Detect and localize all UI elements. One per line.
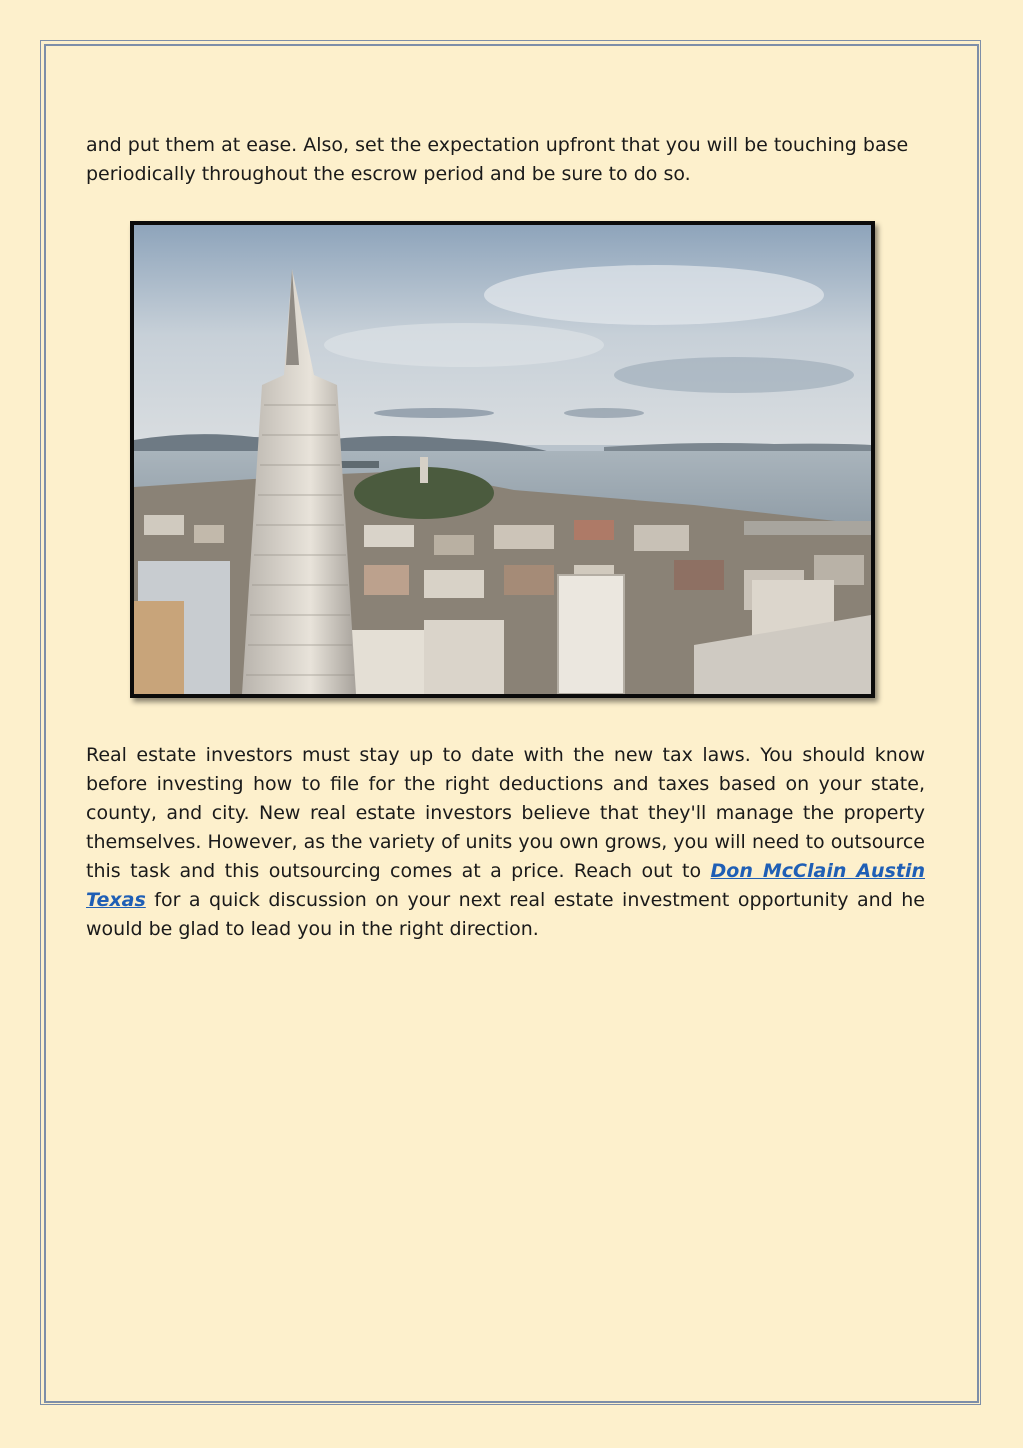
city-skyline-photo xyxy=(130,221,875,698)
paragraph-investors xyxy=(86,741,925,944)
don-mcclain-link[interactable]: Don McClain Austin Texas xyxy=(86,860,926,911)
paragraph-intro: and put them at ease. Also, set the expectation upfront that you will be touching base periodically throughout the escrow period and be sure to do so. xyxy=(86,134,909,185)
paragraph-investors-text: Real estate investors must stay up to date with the new tax laws. You should know before investing how to file for the right deductions and taxes based on your state, county, and city. New real estate investors believe that they'll manage the property themselves. However, as the variety of units you own grows, you will need to outsource this task and this outsourcing comes at a price. Reach out to xyxy=(86,744,925,882)
paragraph-investors-text-end: for a quick discussion on your next real estate investment opportunity and he would be glad to lead you in the right direction. xyxy=(86,889,925,940)
